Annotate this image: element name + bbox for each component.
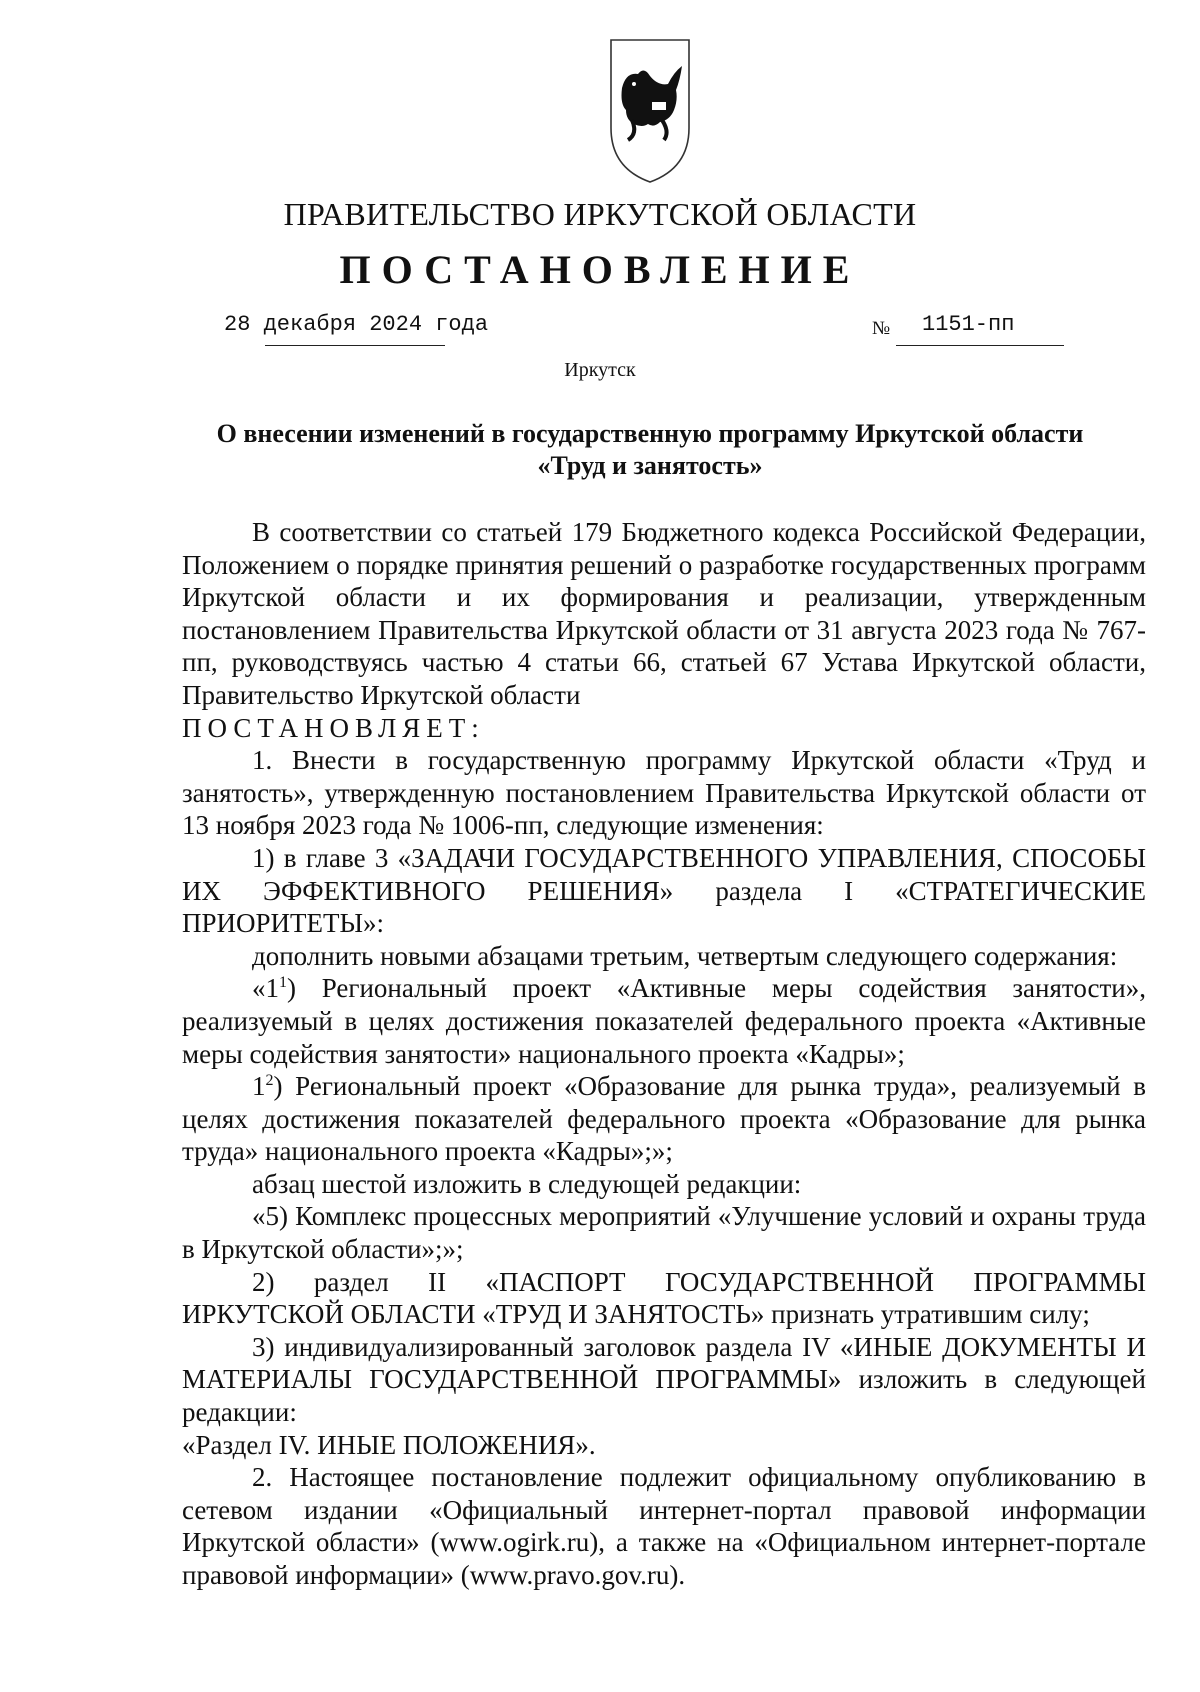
document-number: 1151-пп [922,312,1015,337]
quote-1-2-prefix: 1 [252,1071,266,1102]
title-line-2: «Труд и занятость» [537,451,763,480]
paragraph-quote-5: «5) Комплекс процессных мероприятий «Улучшение условий и охраны труда в Иркутской области»;»; [182,1201,1146,1265]
paragraph-preamble: В соответствии со статьей 179 Бюджетного кодекса Российской Федерации, Положением о порядке принятия решений о разработке государственных программ Иркутской области и их формирования и реализации, утвержденным постановлением Правительства Иркутской области от 31 августа 2023 года № 767-пп, руководствуясь частью 4 статьи 66, статьей 67 Устава Иркутской области, Правительство Иркутской области [182,517,1146,710]
paragraph-item-1: 1. Внести в государственную программу Иркутской области «Труд и занятость», утвержденную постановлением Правительства Иркутской области от 13 ноября 2023 года № 1006-пп, следующие изменения: [182,745,1146,841]
paragraph-subitem-3: 3) индивидуализированный заголовок раздела IV «ИНЫЕ ДОКУМЕНТЫ И МАТЕРИАЛЫ ГОСУДАРСТВЕННОЙ ПРОГРАММЫ» изложить в следующей редакции: [182,1331,1146,1428]
date-underline [265,345,445,346]
paragraph-item-2: 2. Настоящее постановление подлежит официальному опубликованию в сетевом издании «Официальный интернет-портал правовой информации Иркутской области» (www.ogirk.ru), а также на «Официальном интернет-портале правовой информации» (www.pravo.gov.ru). [182,1462,1146,1590]
paragraph-subitem-1: 1) в главе 3 «ЗАДАЧИ ГОСУДАРСТВЕННОГО УПРАВЛЕНИЯ, СПОСОБЫ ИХ ЭФФЕКТИВНОГО РЕШЕНИЯ» раздела I «СТРАТЕГИЧЕСКИЕ ПРИОРИТЕТЫ»: [182,842,1146,939]
title-line-1: О внесении изменений в государственную программу Иркутской области [216,419,1084,448]
quote-1-1-prefix: «1 [252,973,279,1004]
paragraph-sixth-abzac: абзац шестой изложить в следующей редакции: [252,1168,802,1199]
paragraph-section-iv: «Раздел IV. ИНЫЕ ПОЛОЖЕНИЯ». [182,1429,596,1460]
coat-of-arms-icon [608,36,692,186]
document-date: 28 декабря 2024 года [224,312,489,337]
quote-1-2-text: ) Региональный проект «Образование для рынка труда», реализуемый в целях достижения показателей федерального проекта «Образование для рынка труда» национального проекта «Кадры»;»; [182,1071,1146,1167]
paragraph-quote-1-2 [182,1070,1146,1168]
paragraph-quote-1-1 [182,972,1146,1070]
paragraph-supplement: дополнить новыми абзацами третьим, четвертым следующего содержания: [252,940,1118,971]
quote-1-2-superscript: 2 [265,1072,274,1090]
document-title [160,418,1140,482]
quote-1-1-text: ) Региональный проект «Активные меры содействия занятости», реализуемый в целях достижения показателей федерального проекта «Активные меры содействия занятости» национального проекта «Кадры»; [182,973,1146,1069]
document-body [182,516,1146,1592]
document-city: Иркутск [564,359,636,381]
number-underline [896,345,1064,346]
document-type: ПОСТАНОВЛЕНИЕ [339,247,861,292]
quote-1-1-superscript: 1 [279,974,287,992]
government-name: ПРАВИТЕЛЬСТВО ИРКУТСКОЙ ОБЛАСТИ [283,196,917,232]
number-sign: № [872,318,891,339]
paragraph-resolves: ПОСТАНОВЛЯЕТ: [182,712,485,743]
paragraph-subitem-2: 2) раздел II «ПАСПОРТ ГОСУДАРСТВЕННОЙ ПРОГРАММЫ ИРКУТСКОЙ ОБЛАСТИ «ТРУД И ЗАНЯТОСТЬ» признать утратившим силу; [182,1266,1146,1330]
